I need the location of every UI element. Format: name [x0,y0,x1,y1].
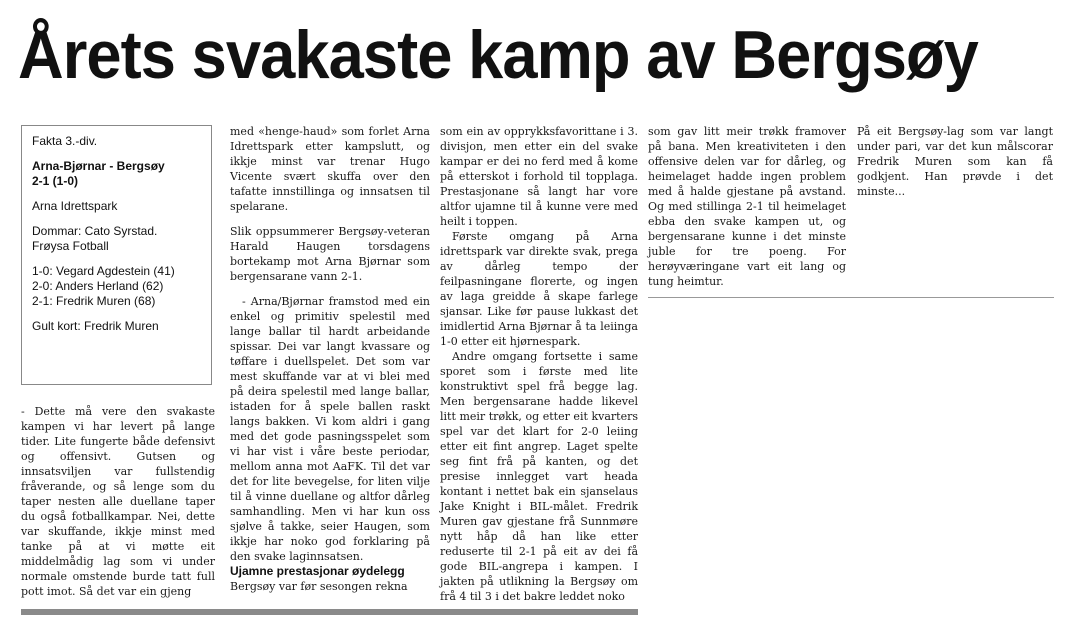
match-teams: Arna-Bjørnar - Bergsøy [32,159,165,173]
fact-box-title: Fakta 3.-div. [32,134,98,148]
goal-line: 2-1: Fredrik Muren (68) [32,294,156,308]
article-paragraph: som gav litt meir trøkk framover på bana. Men kreativiteten i den offensive delen var for dårleg, og heimelaget hadde ingen problem med å halde gjestane på avstand. Og med stillinga 2-1 til heimelaget ebba den svake kampen ut, og bergensarane kunne i det minste juble for tre poeng. For herøyværingane vart eit lang og tung heimtur. [648,125,846,288]
article-paragraph: - Arna/Bjørnar framstod med ein enkel og primitiv spelestil med lange ballar til hardt arbeidande spissar. Dei var langt kvassare og tøffare i duellspelet. Det som var mest skuffande var at vi blei med på deira spelestil med lange ballar, istaden for å spele ballen raskt langs bakken. Vi kom aldri i gang med det gode pasningsspelet som vi har vist i våre beste periodar, mellom anna mot AaFK. Til det var det for lite bevegelse, for liten vilje til å vinne duellane og altfor dårleg samhandling. Men vi har kun oss sjølve å takke, seier Haugen, som ikkje har noko god forklaring på den svake laginnsatsen. [230,295,430,563]
article-paragraph: Første omgang på Arna idrettspark var direkte svak, prega av dårleg tempo der feilpasningane florerte, og ingen av laga greidde å skape farlege sjansar. Like før pause lukkast det imidlertid Arna Bjørnar å ta leiinga 1-0 etter eit hjørnespark. [440,230,638,348]
goal-line: 2-0: Anders Herland (62) [32,279,164,293]
article-paragraph: som ein av opprykksfavorittane i 3. divisjon, men etter ein del svake kampar er dei no ferd med å kome på etterskot i forhold til topplaga. Prestasjonane så langt har vore altfor ujamne til å kunne vere med heilt i toppen. [440,125,638,228]
article-paragraph: Slik oppsummerer Bergsøy-veteran Harald Haugen torsdagens bortekamp mot Arna Bjørnar som bergensarane vann 2-1. [230,225,430,283]
article-paragraph: - Dette må vere den svakaste kampen vi har levert på lange tider. Lite fungerte både defensivt og offensivt. Gutsen og innsatsviljen var fullstendig fråverande, og så lenge som du taper nesten alle duellane taper du også fotballkampar. Nei, dette var skuffande, ikkje minst med tanke på at vi møtte eit middelmådig lag som vi under normale omstende burde tatt full pott imot. Så det var ein gjeng [21,405,215,598]
headline: Årets svakaste kamp av Bergsøy [18,17,978,93]
article-paragraph: Bergsøy var før sesongen rekna [230,580,408,593]
section-subhead: Ujamne prestasjonar øydelegg [230,564,405,578]
article-column-3 [440,124,638,604]
referee-name: Dommar: Cato Syrstad. [32,224,158,238]
article-column-4 [648,124,846,289]
article-column-5 [857,124,1053,199]
column-divider-rule [648,297,1054,298]
match-score: 2-1 (1-0) [32,174,79,188]
article-paragraph: Andre omgang fortsette i same sporet som i første med lite konstruktivt spel frå begge lag. Men bergensarane hadde likevel litt meir trøkk, og etter eit kvarters spel var det klart for 2-0 leiing etter eit fint angrep. Laget spelte seg fint frå på kanten, og det presise innlegget vart heada kontant i nettet bak ein sjanselaus Jake Knight i BIL-målet. Fredrik Muren gav gjestane frå Sunnmøre nytt håp då han like etter reduserte til 2-1 på eit av dei få gode BIL-angrepa i kampen. I jakten på utlikning la Bergsøy om frå 4 til 3 i det bakre leddet noko [440,350,638,603]
goal-line: 1-0: Vegard Agdestein (41) [32,264,175,278]
article-paragraph: På eit Bergsøy-lag som var langt under pari, var det kun målscorar Fredrik Muren som kan få godkjent. Han prøvde i det minste... [857,125,1053,198]
match-venue: Arna Idrettspark [32,199,118,213]
article-column-1 [21,404,215,599]
cards-line: Gult kort: Fredrik Muren [32,319,159,333]
article-paragraph: med «henge-haud» som forlet Arna Idrettspark etter kampslutt, og ikkje minst var trenar Hugo Vicente svært skuffa over den tafatte innstillinga og innsatsen til spelarane. [230,125,430,213]
bottom-rule [21,609,638,615]
referee-club: Frøysa Fotball [32,239,109,253]
article-column-2 [230,124,430,594]
fact-box [21,125,212,385]
